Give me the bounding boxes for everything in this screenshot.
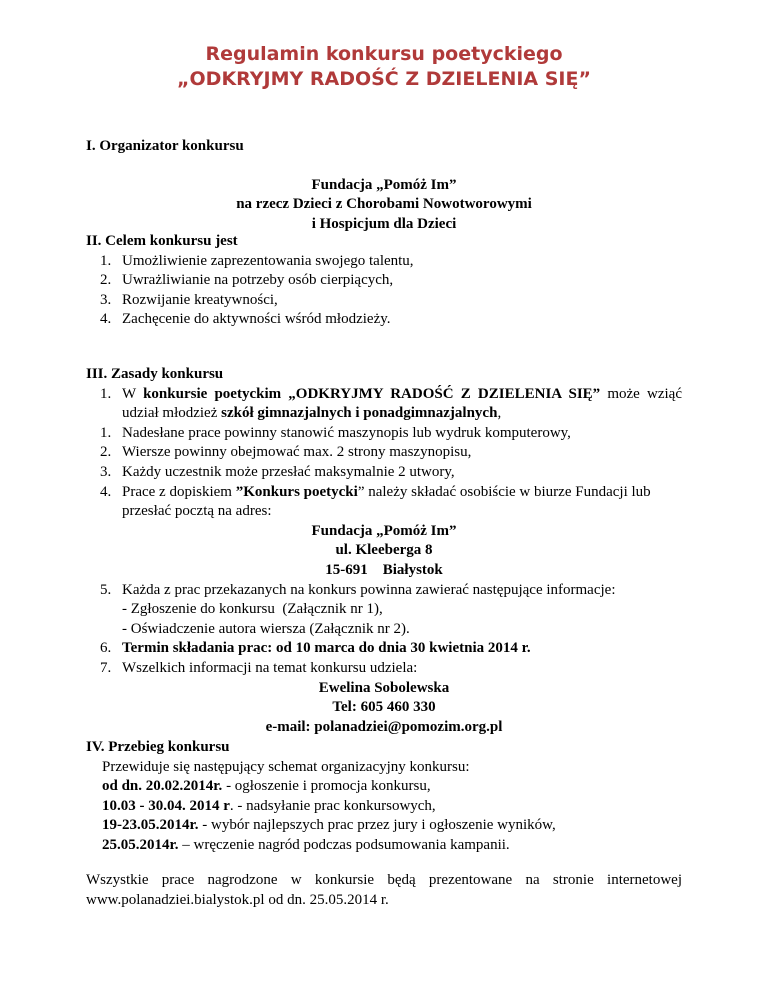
sub-item: - Oświadczenie autora wiersza (Załącznik nr 2). xyxy=(122,620,410,637)
list-item: 2. Wiersze powinny obejmować max. 2 strony maszynopisu, xyxy=(100,444,472,461)
list-item: 5. Każda z prac przekazanych na konkurs powinna zawierać następujące informacje: - Zgłoszenie do konkursu (Załącznik nr 1), - Oświadczenie autora wiersza (Załącznik nr 2). xyxy=(86,581,682,640)
document-subtitle: „ODKRYJMY RADOŚĆ Z DZIELENIA SIĘ” xyxy=(177,68,591,90)
organizer-line: na rzecz Dzieci z Chorobami Nowotworowymi xyxy=(236,196,532,213)
list-item: 4. Zachęcenie do aktywności wśród młodzieży. xyxy=(100,311,391,328)
list-item: 6. Termin składania prac: od 10 marca do dnia 30 kwietnia 2014 r. xyxy=(100,640,531,657)
address-line: 15-691 Białystok xyxy=(325,561,443,578)
section-rules xyxy=(86,365,682,737)
list-item: 2. Uwrażliwianie na potrzeby osób cierpiących, xyxy=(100,272,394,289)
contact-phone: Tel: 605 460 330 xyxy=(332,699,436,716)
list-item: 4. Prace z dopiskiem ”Konkurs poetycki” należy składać osobiście w biurze Fundacji lub przesłać pocztą na adres: xyxy=(100,483,651,520)
contact-name: Ewelina Sobolewska xyxy=(318,679,450,696)
section-heading: I. Organizator konkursu xyxy=(86,138,244,154)
list-item: 3. Rozwijanie kreatywności, xyxy=(100,291,278,308)
section-heading: II. Celem konkursu jest xyxy=(86,233,238,249)
section-heading: III. Zasady konkursu xyxy=(86,366,224,382)
section-heading: IV. Przebieg konkursu xyxy=(86,739,230,755)
sub-item: - Zgłoszenie do konkursu (Załącznik nr 1), xyxy=(122,601,383,618)
list-item: 7. Wszelkich informacji na temat konkursu udziela: xyxy=(100,659,418,676)
list-item: 3. Każdy uczestnik może przesłać maksymalnie 2 utwory, xyxy=(100,463,455,480)
section-organizer xyxy=(86,137,682,234)
closing-paragraph: Wszystkie prace nagrodzone w konkursie będą prezentowane na stronie internetowej www.polanadziei.bialystok.pl od dn. 25.05.2014 r. xyxy=(86,872,682,908)
schedule-row: od dn. 20.02.2014r. - ogłoszenie i promocja konkursu, xyxy=(102,778,431,795)
address-line: ul. Kleeberga 8 xyxy=(335,542,433,559)
rules-list xyxy=(86,385,682,738)
section-goals xyxy=(86,232,682,330)
document-title: Regulamin konkursu poetyckiego xyxy=(205,43,563,65)
list-item: 1. Nadesłane prace powinny stanowić maszynopis lub wydruk komputerowy, xyxy=(100,424,571,441)
address-line: Fundacja „Pomóż Im” xyxy=(311,522,457,539)
organizer-line: i Hospicjum dla Dzieci xyxy=(311,215,457,232)
schedule-row: 19-23.05.2014r. - wybór najlepszych prac przez jury i ogłoszenie wyników, xyxy=(102,817,556,834)
goals-list xyxy=(86,252,682,330)
schedule-intro: Przewiduje się następujący schemat organizacyjny konkursu: xyxy=(102,758,470,775)
list-item: 1. Umożliwienie zaprezentowania swojego talentu, xyxy=(100,252,414,269)
schedule-row: 10.03 - 30.04. 2014 r. - nadsyłanie prac konkursowych, xyxy=(102,797,436,814)
contact-email: e-mail: polanadziei@pomozim.org.pl xyxy=(265,718,503,735)
schedule-row: 25.05.2014r. – wręczenie nagród podczas podsumowania kampanii. xyxy=(102,836,510,853)
list-item: 1. W konkursie poetyckim „ODKRYJMY RADOŚĆ Z DZIELENIA SIĘ” może wziąć udział młodzież szkół gimnazjalnych i ponadgimnazjalnych, xyxy=(100,385,682,422)
organizer-name: Fundacja „Pomóż Im” xyxy=(311,176,457,193)
section-schedule xyxy=(86,738,682,856)
